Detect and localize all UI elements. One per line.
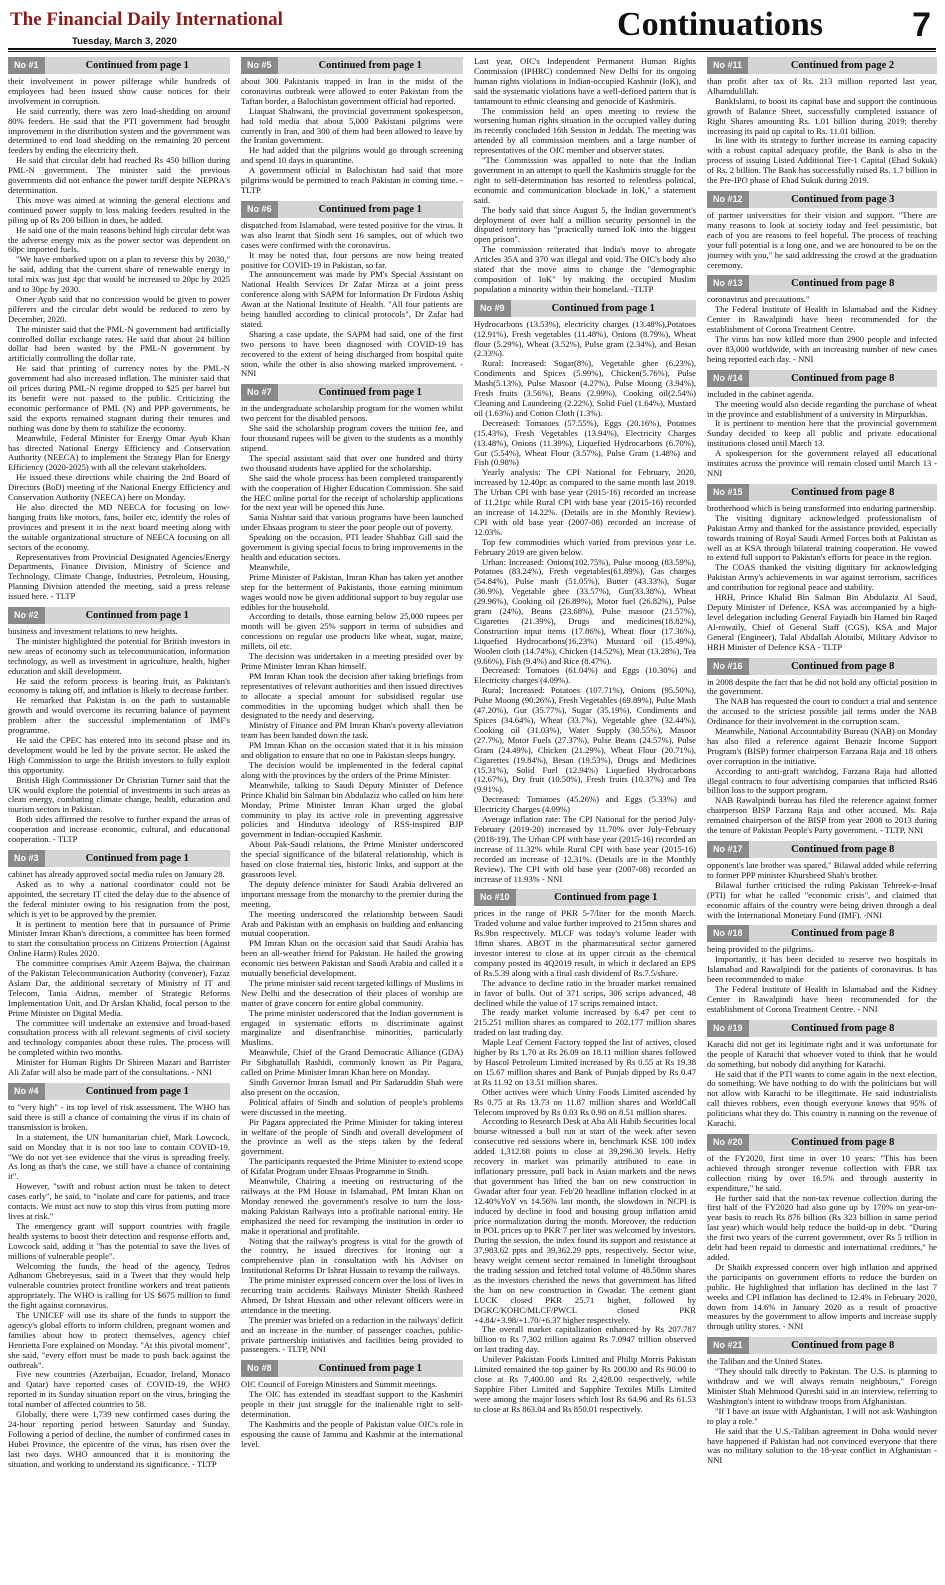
story-header bbox=[707, 1134, 937, 1151]
story-paragraph: The advance to decline ratio in the broader market remained in favor of bulls. Out of 371 scrips, 306 scrips advanced, 48 declined while the value of 17 scrips remained intact. bbox=[474, 977, 696, 1008]
story-paragraph: Globally, there were 1,739 new confirmed cases during the 24-hour reporting period between Saturday and Sunday. Following a period of decline, the number of confirmed cases in Hubei Province, the epicentre of the virus, has risen over the last two days. WHO announced that it is monitoring the situation, and working to understand its significance. - TLTP bbox=[8, 1409, 230, 1469]
story-number: No #2 bbox=[8, 607, 45, 624]
story-paragraph: Decreased: Tomatoes (61.04%) and Eggs (10.30%) and Electricity charges (4.09%). bbox=[474, 665, 696, 686]
story-paragraph: Meanwhile, Chief of the Grand Democratic Alliance (GDA) Pir Sibghatullah Rashidi, commonly known as Pir Pagara, called on Prime Minister Imran Khan here on Monday. bbox=[241, 1047, 463, 1078]
story-paragraph: The announcement was made by PM's Special Assistant on National Health Services Dr Zafar Mirza at a joint press conference along with SAPM for Information Dr Firdous Ashiq Awan at the National Institute of Health. "All four patients are being handled according to clinical protocols", Dr Zafar had stated. bbox=[241, 269, 463, 329]
story-continuation-label: Continued from page 8 bbox=[791, 1136, 895, 1148]
story-no13 bbox=[707, 275, 937, 364]
story-continuation-label: Continued from page 1 bbox=[85, 852, 189, 864]
story-paragraph: The committee comprises Amir Azeem Bajwa, the chairman of the Pakistan Telecommunication Authority (convener), Fazaz Aslam Dar, the additional secretary of Ministry of IT and Telecom, Tania Aidrus, member of Strategic Reforms Implementation Unit, and Dr Arslan Khalid, focal person to the Prime Minister on Digital Media. bbox=[8, 958, 230, 1018]
story-paragraph: It is pertinent to mention here that in pursuance of Prime Minister Imran Khan's directions, a committee has been formed to start the consultation process on Citizens Protection (Against Online Harm) Rules 2020. bbox=[8, 918, 230, 959]
story-no11 bbox=[707, 57, 937, 186]
story-paragraph: The decision would be implemented in the federal capital along with the provinces by the orders of the Prime Minister. bbox=[241, 760, 463, 780]
story-paragraph: PM Imran Khan on the occasion stated that it is his mission and obligation to ensure that no one in Pakistan sleeps hungry. bbox=[241, 740, 463, 761]
story-paragraph: He issued these directions while chairing the 2nd Board of Directors (BoD) meeting of the National Energy Efficiency and Conservation Authority (NEECA) here on Monday. bbox=[8, 472, 230, 503]
story-header bbox=[707, 370, 937, 387]
story-body bbox=[241, 1380, 463, 1449]
story-paragraph: in 2008 despite the fact that he did not hold any official position in the government. bbox=[707, 676, 937, 697]
story-no6 bbox=[241, 201, 463, 380]
masthead-rule-thin bbox=[8, 51, 936, 52]
story-paragraph: The OIC has extended its steadfast support to the Kashmiri people in their just struggle for the inalienable right to self-determination. bbox=[241, 1389, 463, 1420]
story-number: No #6 bbox=[241, 201, 278, 218]
story-body bbox=[8, 77, 230, 602]
story-paragraph: Prime Minister of Pakistan, Imran Khan has taken yet another step for the betterment of Pakistanis, those earning minimum wages would now be given additional support to buy regular use edibles for the household. bbox=[241, 571, 463, 612]
story-paragraph: Importantly, it has been decided to reserve two hospitals in Islamabad and Rawalpindi for the patients of coronavirus. It has been recommended to make bbox=[707, 954, 937, 985]
story-paragraph: He had added that the pilgrims would go through screening and spend 10 days in quarantine. bbox=[241, 145, 463, 166]
story-no17 bbox=[707, 841, 937, 920]
story-paragraph: It may be noted that, four persons are now being treated positive for COVID-19 in Pakistan, so far. bbox=[241, 249, 463, 270]
story-header bbox=[707, 1337, 937, 1354]
story-paragraph: Unilever Pakistan Foods Limited and Philip Morris Pakistan Limited remained the top gainer by Rs 200.00 and Rs 90.00 to close at Rs 7,400.00 and Rs 2,428.00 respectively, while Sapphire Fiber Limited and Sapphire Textiles Mills Limited were among the major losers which lost Rs 64.96 and Rs 61.53 to close at Rs 863.04 and Rs 850.01 respectively. bbox=[474, 1354, 696, 1414]
story-header bbox=[707, 275, 937, 292]
story-paragraph: The Federal Institute of Health in Islamabad and the Kidney Center in Rawalpindi have been recommended for the establishment of Corona Treatment Centre. - NNI bbox=[707, 984, 937, 1014]
story-paragraph: "We have embarked upon on a plan to reverse this by 2030," he said, adding that the current share of renewable energy in total mix was just 4pc that would be increased to 20pc by 2025 and to 30pc by 2030. bbox=[8, 254, 230, 295]
story-body bbox=[241, 221, 463, 380]
story-continuation-label: Continued from page 1 bbox=[85, 610, 189, 622]
story-no18 bbox=[707, 925, 937, 1014]
page-number: 7 bbox=[912, 6, 931, 44]
story-continuation-label: Continued from page 8 bbox=[791, 660, 895, 672]
story-body bbox=[707, 1040, 937, 1129]
story-header bbox=[707, 191, 937, 208]
story-paragraph: A government official in Balochistan had said that more pilgrims would be permitted to reach Pakistan in coming time. - TLTP bbox=[241, 165, 463, 195]
story-no14 bbox=[707, 370, 937, 479]
column-4 bbox=[707, 57, 937, 1581]
story-paragraph: A spokesperson for the government relayed all educational institutes across the province will remain closed until March 13 - NNI bbox=[707, 448, 937, 478]
story-paragraph: The visiting dignitary acknowledged professionalism of Pakistan Army and thanked for the assistance provided, especially towards training of Royal Saudi Armed Forces both at Pakistan as well as at KSA through bilateral training cooperation. He vowed to extend full support to Pakistan's efforts for peace in the region. bbox=[707, 512, 937, 563]
story-paragraph: He further said that the non-tax revenue collection during the first half of the FY2020 had also gone up by 170% on year-on-year basis to reach Rs 876 billion (Rs 323 billion in same period last year) which would help reduce the build-up in debt. "During the first two years of the current government, over Rs 5 trillion in debt had been repaid to domestic and international creditors," he added. bbox=[707, 1192, 937, 1262]
story-no2 bbox=[8, 607, 230, 845]
story-paragraph: Rural: Increased: Potatoes (107.71%), Onions (95.50%), Pulse Moong (90.26%), Fresh Vegetables (69.89%), Pulse Mash (47.20%), Gur (35.77%), Sugar (35.19%), Condiments and Spices (34.64%), Wheat (33.7%), Vegetable ghee (32.44%), Cooking oil (31.03%), Water Supply (30.55%), Masoor (27.7%), Motor Fuels (27.37%), Pulse Beans (24.57%), Pulse Gram (24.49%), Chicken (21.29%), Wheat Flour (20.71%), Cigarettes (19.84%), Besan (19.53%), Drugs and Medicines (15.31%), Solid Fuel (12.94%) Liquefied Hydrocarbons (12.67%), Dry fruit (10.50%), Fresh fruits (10.37%) and Tea (9.91%). bbox=[474, 685, 696, 795]
story-paragraph: She said the scholarship program covers the tuition fee, and four thousand rupees will be given to the students as a monthly stipend. bbox=[241, 423, 463, 453]
story-continuation-label: Continued from page 8 bbox=[791, 928, 895, 940]
story-paragraph: The commission held an open meeting to review the worsening human rights situation in the occupied valley during its recently concluded 16th Session in Jeddah. The meeting was attended by all commission members and a large number of representatives of the OIC member and observer states. bbox=[474, 105, 696, 156]
story-paragraph: He said that the U.S.-Taliban agreement in Doha would never have happened if Pakistan had not convinced everyone that there was no military solution to the 18-year conflict in Afghanistan - NNI bbox=[707, 1425, 937, 1466]
story-paragraph: In a statement, the UN humanitarian chief, Mark Lowcock, said on Monday that it is not too late to contain COVID-19. "We do not yet see evidence that the virus is spreading freely. As long as that's the case, we still have a chance of containing it". bbox=[8, 1131, 230, 1182]
story-paragraph: He said the CPEC has entered into its second phase and its development would be led by the private sector. He asked the High Commission to urge the British investors to fully exploit this opportunity. bbox=[8, 735, 230, 775]
story-continuation-label: Continued from page 1 bbox=[551, 302, 655, 314]
story-body bbox=[707, 390, 937, 479]
story-paragraph: This move was aimed at winning the general elections and continued power supply to loss making feeders resulted in the piling up of Rs 200 billion in dues, he added. bbox=[8, 194, 230, 225]
story-paragraph: to "very high" - its top level of risk assessment. The WHO has said there is still a chance of containing the virus if its chain of transmission is broken. bbox=[8, 1102, 230, 1132]
story-paragraph: Decreased: Tomatoes (57.55%), Eggs (20.16%), Potatoes (15.43%), Fresh Vegetables (13.94%), Electricity Charges (13.48%), Onions (11.39%), Liquefied Hydrocarbons (6.70%), Gur (5.54%), Wheat Flour (3.57%), Pulse Gram (1.48%) and Fish (0.98%) bbox=[474, 417, 696, 468]
story-number: No #19 bbox=[707, 1020, 749, 1037]
story-paragraph: Top few commodities which varied from previous year i.e. February 2019 are given below. bbox=[474, 536, 696, 557]
story-no12 bbox=[707, 191, 937, 270]
story-paragraph: PM Imran Khan took the decision after taking briefings from representatives of relevant authorities and then issued directives to allocate a special amount for subsidised regular use commodities in the upcoming budget which shall then be designated to the needy and deserving. bbox=[241, 670, 463, 721]
story-paragraph: The deputy defence minister for Saudi Arabia delivered an important message from the monarchy to the premier during the meeting. bbox=[241, 878, 463, 909]
story-paragraph: In line with its strategy to further increase its earning capacity with a robust capital adequacy profile, the Bank is also in the process of issuing Listed Additional Tier-1 Capital (Ehad Sukuk) of Rs. 2 billion. The Bank has successfully raised Rs. 1.7 billion in the Pre-IPO phase of Ehad Sukuk during 2019. bbox=[707, 135, 937, 186]
story-paragraph: Average inflation rate: The CPI National for the period July-February (2019-20) increased by 11.70% over July-February (2018-19). The Urban CPI with base year (2015-16) recorded an increase of 11.32% while Rural CPI with base year (2015-16) recorded an increase of 12.31%. (Details are in the Monthly Review). The CPI with old base year (2007-08) recorded an increase of 11.93% - NNI bbox=[474, 814, 696, 884]
story-header bbox=[474, 889, 696, 906]
story-paragraph: brotherhood which is being transformed into enduring partnership. bbox=[707, 502, 937, 513]
story-body bbox=[474, 909, 696, 1414]
story-paragraph: The virus has now killed more than 2900 people and infected over 83,000 worldwide, with an increasing number of new cases being reported each day. - NNI bbox=[707, 334, 937, 364]
story-header bbox=[241, 1360, 463, 1377]
story-continuation-label: Continued from page 1 bbox=[318, 203, 422, 215]
column-1 bbox=[8, 57, 230, 1581]
story-paragraph: The overall market capitalization enhanced by Rs 207.787 billion to Rs 7,302 trillion against Rs 7.0947 trillion observed on last trading day. bbox=[474, 1324, 696, 1355]
story-paragraph: The premier was briefed on a reduction in the railways' deficit and an increase in the number of passenger coaches, public-private partnership initiatives and facilities being provided to passengers. - TLTP, NNI bbox=[241, 1314, 463, 1355]
story-body bbox=[8, 870, 230, 1078]
story-number: No #11 bbox=[707, 57, 748, 74]
story-no1 bbox=[8, 57, 230, 602]
story-paragraph: Meanwhile, National Accountability Bureau (NAB) on Monday has also filed a reference against Benazir Income Support Program's (BISP) former chairperson Farzana Raja and 18 others over corruption in the initiative. bbox=[707, 726, 937, 766]
story-paragraph: The minister said that the PML-N government had artificially controlled dollar exchange rates. He said that about 24 billion dollar had been wasted by the PML-N government by artificially controlling the dollar rate. bbox=[8, 323, 230, 364]
story-paragraph: According to Research Desk at Aba Ali Habib Securities local bourse witnessed a bull run at start of the week after seven consecutive red sessions where in, benchmark KSE 100 index added 1,312.68 points to close at 39,296.30 levels. Hefty recovery in market was primarily attributed to ease in inflationary pressure, pull back in Asian markets and the news that government has lifted the ban on new construction in Gwadar after four year. Feb'20 headline inflation clocked in at 12.40%YoY vs 14.56% last month, the slowdown in NCPI is induced by decline in food and housing group inflation amid price normalization during the month. Moreover, the reduction in POL prices up to PKR 7 per liter was welcomed by investors. During the session, the index found its support and resistance at 37,983.62 ppts and 39,362.29 ppts, respectively. Sector wise, heavy weight cement sector remained in limelight throughout the trading session and fetched total volume of 48.50mn shares as the investors cherished the news that government has lifted the ban on new construction in Gwadar. The cement giant LUCK closed PKR 25.71 higher, followed by DGKC/KOHC/MLCF/PWCL closed PKR +4.84/+3.98/+1.70/+6.37 higher respectively. bbox=[474, 1116, 696, 1325]
story-header bbox=[707, 57, 937, 74]
story-no7 bbox=[241, 384, 463, 1355]
story-number: No #1 bbox=[8, 57, 45, 74]
story-paragraph: Meanwhile, Federal Minister for Energy Omar Ayub Khan has directed National Energy Efficiency and Conservation Authority (NEECA) to implement the Strategy Plan for Energy Efficiency (2020-2025) with all the relevant stakeholders. bbox=[8, 432, 230, 473]
story-paragraph: He remarked that Pakistan is on the path to sustainable growth and would overcome its recurring balance of payment problem after the successful implementation of IMF's programme. bbox=[8, 695, 230, 736]
story-continuation-label: Continued from page 8 bbox=[791, 844, 895, 855]
story-paragraph: Welcoming the funds, the head of the agency, Tedros Adhanom Ghebreyesus, said in a Tweet that they would help vulnerable countries protect frontline workers and treat patients appropriately. The WHO is calling for US $675 million to fund the fight against coronavirus. bbox=[8, 1260, 230, 1311]
story-paragraph: Last year, OIC's Independent Permanent Human Rights Commission (IPHRC) condemned New Delhi for its ongoing human rights violations in Indian-occupied Kashmir (IoK), and said the systematic violations have a well-defined pattern that is tantamount to ethnic cleansing and genocide of Kashmiris. bbox=[474, 57, 696, 106]
story-continuation-label: Continued from page 8 bbox=[791, 486, 895, 498]
story-number: No #8 bbox=[241, 1360, 278, 1377]
story-body bbox=[241, 404, 463, 1355]
story-paragraph: The COAS thanked the visiting dignitary for acknowledging Pakistan Army's achievements in war against terrorism, sacrifices and contribution for regional peace and stability. bbox=[707, 562, 937, 593]
story-paragraph: OIC Council of Foreign Ministers and Summit meetings. bbox=[241, 1379, 438, 1390]
story-header bbox=[707, 925, 937, 942]
story-continuation-label: Continued from page 1 bbox=[554, 892, 658, 904]
story-number: No #18 bbox=[707, 925, 749, 942]
issue-date: Tuesday, March 3, 2020 bbox=[72, 36, 177, 47]
story-paragraph: Sharing a case update, the SAPM had said, one of the first two persons to have been diagnosed with COVID-19 has recovered to the extent of being discharged from hospital quite soon, while the other is also showing marked improvement. - NNI bbox=[241, 328, 463, 379]
story-number: No #14 bbox=[707, 370, 749, 387]
story-paragraph: Meanwhile, Chairing a meeting on restructuring of the railways at the PM House in Islamabad, PM Imran Khan on Monday renewed the government's resolve to turn the loss-making Pakistan Railways into a profitable national entity. He emphasized the need for revamping the institution in order to make it operational and profitable. bbox=[241, 1176, 463, 1236]
story-body bbox=[707, 504, 937, 653]
story-number: No #20 bbox=[707, 1134, 749, 1151]
story-continuation-label: Continued from page 8 bbox=[791, 1340, 895, 1352]
story-continuation-label: Continued from page 3 bbox=[791, 193, 895, 205]
story-paragraph: being provided to the pilgrims. bbox=[707, 944, 814, 955]
story-continuation-label: Continued from page 1 bbox=[85, 60, 189, 71]
story-no21 bbox=[707, 1337, 937, 1466]
story-paragraph: The meeting underscored the relationship between Saudi Arab and Pakistan with an emphasis on building and enhancing mutual cooperation. bbox=[241, 908, 463, 939]
story-paragraph: coronavirus and precautions." bbox=[707, 294, 810, 305]
story-number: No #13 bbox=[707, 275, 749, 292]
story-paragraph: Bilawal further criticised the ruling Pakistan Tehreek-e-Insaf (PTI) for what he called "economic crisis", and claimed that economic affairs of the country were being driven through a deal with the International Monetary Fund (IMF). -NNI bbox=[707, 879, 937, 920]
story-continuation-label: Continued from page 2 bbox=[790, 60, 895, 71]
story-header bbox=[707, 841, 937, 858]
story-header bbox=[241, 384, 463, 401]
story-no15 bbox=[707, 484, 937, 653]
story-no4 bbox=[8, 1083, 230, 1470]
story-body bbox=[707, 861, 937, 920]
story-paragraph: cabinet has already approved social media rules on January 28. bbox=[8, 868, 225, 879]
story-no16 bbox=[707, 658, 937, 837]
story-paragraph: The commission reiterated that India's move to abrogate Articles 35A and 370 was illegal and void. The OIC's body also stated that the move aims to change the "demographic composition of IoK" by making the occupied Muslim population a minority within their homeland. -TLTP bbox=[474, 244, 696, 294]
story-paragraph: their involvement in power pilferage while hundreds of employees had been issued show cause notices for their involvement in corruption. bbox=[8, 76, 230, 106]
story-paragraph: According to anti-graft watchdog, Farzana Raja had allotted illegal contracts to four advertising companies that inflicted Rs46 billion loss to the support program. bbox=[707, 765, 937, 796]
story-continuation-label: Continued from page 8 bbox=[791, 1022, 895, 1034]
story-paragraph: Karachi did not get its legitimate right and it was unfortunate for the people of Karachi that whoever voted to think that he would do something, but nobody did anything for Karachi. bbox=[707, 1038, 937, 1069]
story-paragraph: "If I have an issue with Afghanistan, I will not ask Washington to play a role." bbox=[707, 1405, 937, 1426]
story-number: No #17 bbox=[707, 841, 749, 858]
story-paragraph: About Pak-Saudi relations, the Prime Minister underscored the special significance of the bilateral relationship, which is based on close fraternal ties, historic links, and support at the grassroots level. bbox=[241, 839, 463, 879]
story-paragraph: The Kashmiris and the people of Pakistan value OIC's role in espousing the cause of Jammu and Kashmir at the international level. bbox=[241, 1419, 463, 1449]
story-paragraph: He said the reform process is bearing fruit, as Pakistan's economy is taking off, and inflation is likely to decrease further. bbox=[8, 675, 230, 696]
story-paragraph: According to details, those earning below 25,000 rupees per month will be given 25% support in terms of subsidies and concessions on regular use products like wheat, sugar, maize, millets, oil etc. bbox=[241, 611, 463, 652]
story-header bbox=[241, 201, 463, 218]
story-paragraph: The decision was undertaken in a meeting presided over by Prime Minister Imran Khan himself. bbox=[241, 651, 463, 671]
story-continuation-label: Continued from page 1 bbox=[318, 1363, 422, 1375]
column-3 bbox=[474, 57, 696, 1581]
story-paragraph: Meanwhile, talking to Saudi Deputy Minister of Defence Prince Khalid bin Salman bin Abdulaziz who called on him here Monday, Prime Minister Imran Khan urged the global community to play its active role in preventing aggressive policies and Hindutva ideology of RSS-inspired BJP government in Indian-occupied Kashmir. bbox=[241, 779, 463, 840]
story-paragraph: She said the whole process has been completed transparently with the cooperation of Higher Education Commission. She said the HEC online portal for the receipt of scholarship applications for the next year will be opened this June. bbox=[241, 472, 463, 513]
story-paragraph: HRH, Prince Khalid Bin Salman Bin Abdulaziz Al Saud, Deputy Minister of Defence, KSA was accompanied by a high-level delegation including General Fayiadh bin Hamed bin Raqed Al-rowaily, Chief of General Staff (CGS), KSA and Major General (Engineer), Talal Abdallah Alotaibi, Military Advisor to HRH Minister of Defence KSA - TLTP bbox=[707, 592, 937, 652]
story-paragraph: The participants requested the Prime Minister to extend scope of Kifalat Program under Ehsaas Programme in Sindh. bbox=[241, 1156, 463, 1177]
story-number: No #21 bbox=[707, 1337, 749, 1354]
story-paragraph: Rural: Increased: Sugar(8%), Vegetable ghee (6.23%), Condiments and Spices (5.99%), Chicken(5.76%), Pulse Mash(5.13%), Pulse Masoor (4.27%), Pulse Moong (3.94%), Fresh fruits (3.56%), Beans (2.99%), Cooking oil(2.54%) Cleaning and Laundering (2.22%), Solid Fuel (1.64%), Mustard oil (1.63%) and Cotton Cloth (1.3%). bbox=[474, 358, 696, 418]
story-no9 bbox=[474, 300, 696, 885]
column-2 bbox=[241, 57, 463, 1581]
story-paragraph: Maple Leaf Cement Factory topped the list of actives, closed higher by Rs 1.70 at Rs 26.09 on 18.11 million shares followed by Hascol Petroleum Limited increased by Rs 0.55 at Rs 19.38 on 15.67 million shares and Bank of Punjab dipped by Rs 0.47 at Rs 11.92 on 13.51 million shares. bbox=[474, 1037, 696, 1087]
story-body bbox=[8, 627, 230, 845]
story-number: No #16 bbox=[707, 658, 749, 675]
story-paragraph: The prime minister underscored that the Indian government is engaged in systematic efforts to discriminate against marginalize and disenfranchise minorities, particularly Muslims. bbox=[241, 1007, 463, 1048]
section-title: Continuations bbox=[617, 6, 823, 43]
story-paragraph: He also directed the MD NEECA for focusing on low-hanging fruits like motors, fans, boiler etc, identify the roles of provinces and present it in the next board meeting along with the suitable organizational structure of NEECA focusing on all sectors of the economy. bbox=[8, 501, 230, 552]
story-paragraph: Five new countries (Azerbaijan, Ecuador, Ireland, Monaco and Qatar) have reported cases of COVID-19, the WHO reported in its Sunday situation report on the virus, bringing the total number of affected countries to 58. bbox=[8, 1369, 230, 1410]
story-body bbox=[707, 211, 937, 270]
story-header bbox=[241, 57, 463, 74]
story-number: No #10 bbox=[474, 889, 516, 906]
story-header bbox=[707, 484, 937, 501]
story-paragraph: in the undergraduate scholarship program for the women whilst two percent for the disabled persons. bbox=[241, 403, 463, 424]
story-paragraph: Other actives were which Unity Foods Limited ascended by Rs 0.75 at Rs 13.73 on 11.87 million shares and WorldCall Telecom improved by Rs 0.03 Rs 0.98 on 8.51 million shares. bbox=[474, 1086, 696, 1117]
story-paragraph: The NAB has requested the court to conduct a trial and sentence the accused to the strictest possible jail terms under the NAB Ordinance for their involvement in the corruption scam. bbox=[707, 696, 937, 727]
story-paragraph: The minister highlighted the potential for British investors in new areas of economy such as telecommunication, information technology, as well as investment in agriculture, health, higher education and skill development. bbox=[8, 635, 230, 676]
story-number: No #9 bbox=[474, 300, 511, 317]
story-paragraph: PM Imran Khan on the occasion said that Saudi Arabia has been an all-weather friend for Pakistan. He hailed the growing economic ties between Pakistan and Saudi Arabia and called it a mutually beneficial development. bbox=[241, 938, 463, 979]
story-body bbox=[707, 1154, 937, 1332]
story-paragraph: "The Commission was appalled to note that the Indian government in an attempt to quell the Kashmiris struggle for the right to self-determination has resorted to relentless political, economic and communication blockade in IoK," a statement said. bbox=[474, 155, 696, 205]
story-paragraph: The ready market volume increased by 6.47 per cent to 215.251 million shares as compared to 202.177 million shares traded on last trading day. bbox=[474, 1007, 696, 1038]
story-continuation-label: Continued from page 1 bbox=[318, 387, 422, 399]
story-header bbox=[707, 1020, 937, 1037]
story-paragraph: He said that if the PTI wants to come again in the next election, do something. We have nothing to do with the politicians but will not allow with Karachi to be illegitimate. He said industrialists call thieves robbers, even though everyone knows that 95% of politicians what they do. This country is running on the revenue of Karachi. bbox=[707, 1068, 937, 1129]
story-paragraph: dispatched from Islamabad, were tested positive for the virus. It was also learnt that Sindh sent 16 samples, out of which two cases were confirmed with the coronavirus. bbox=[241, 219, 463, 250]
story-body bbox=[707, 945, 937, 1014]
story-paragraph: Hydrocarbons (13.53%), electricity charges (13.48%),Potatoes (12.91%), Fresh vegetables (11.48%), Onions (8.79%), Wheat flour (5.29%), Wheat (3.52%), Pulse gram (2.34%), and Besan (2.33%). bbox=[474, 318, 696, 359]
story-number: No #5 bbox=[241, 57, 278, 74]
story-paragraph: He said currently, there was zero load-shedding on around 80% feeders. He said that the PTI government had brought improvement in the distribution system and the government was determined to end load shedding on the remaining 20 percent feeders by ending the electricity theft. bbox=[8, 105, 230, 156]
story-paragraph: The emergency grant will support countries with fragile health systems to boost their detection and response efforts and, Lowcock said, adding it "has the potential to save the lives of millions of vulnerable people". bbox=[8, 1220, 230, 1261]
story-body bbox=[707, 1357, 937, 1466]
story-body bbox=[707, 295, 937, 364]
story-number: No #15 bbox=[707, 484, 749, 501]
story-paragraph: The committee will undertake an extensive and broad-based consultation process with all relevant segments of civil society and technology companies about these rules. The process will be completed within two months. bbox=[8, 1017, 230, 1058]
story-paragraph: Minister for Human Rights Dr Shireen Mazari and Barrister Ali Zafar will also be made part of the consultations. - NNI bbox=[8, 1057, 230, 1078]
story-no20 bbox=[707, 1134, 937, 1332]
story-number: No #7 bbox=[241, 384, 278, 401]
story-header bbox=[8, 850, 230, 867]
story-paragraph: Political affairs of Sindh and solution of people's problems were discussed in the meeting. bbox=[241, 1096, 463, 1117]
story-number: No #12 bbox=[707, 191, 749, 208]
story-no3 bbox=[8, 850, 230, 1078]
story-no10 bbox=[474, 889, 696, 1414]
story-paragraph: Both sides affirmed the resolve to further expand the areas of cooperation and increase economic, cultural, and educational cooperation. - TLTP bbox=[8, 814, 230, 845]
story-paragraph: Urban: Increased: Onions(102.75%), Pulse moong (83.59%), Potatoes (83.24%), Fresh vegetables(61.89%), Gas charges (54.84%), Pulse mash (51.05%), Butter (43.33%), Sugar (36.9%), Vegetable ghee (33.57%), Gur(33.38%), Wheat (29.96%), Cooking oil (26.89%), Motor fuel (26.82%), Pulse gram (24%), Beans (23.68%), Pulse masoor (21.57%), Cigarettes (21.39%), Drugs and medicines(18.82%), Construction input items (17.86%), Wheat flour (17.36%), Liquefied Hydrocarbons(16.23%) Mustard oil (15.49%), Woolen cloth (14.74%), Chicken (14.52%), Meat (13.28%), Tea (9.66%), Fish (9.4%) and Rice (8.47%). bbox=[474, 556, 696, 666]
story-paragraph: of partner universities for their vision and support. "There are many reasons to look at society today and feel pessimistic, but each of you are reasons to feel hopeful. The process of reaching your full potential is a long one, and we are honoured to be on the journey with you," he said addressing the crowd at the graduation ceremony. bbox=[707, 209, 937, 270]
story-body bbox=[241, 77, 463, 196]
story-no8 bbox=[241, 1360, 463, 1449]
story-paragraph: prices in the range of PKR 5-7/liter for the month March. Traded volume and value further improved to 215mn shares and Rs.9bn respectively. MLCF was today's volume leader with 18mn shares. ABOT in the pharmaceutical sector garnered investor interest to close at its upper circuit as the chemical company posted its 4Q2019 result, in which it declared an EPS of Rs.5.39 along with a final cash dividend of Rs.7.5/share. bbox=[474, 908, 696, 978]
story-paragraph: Noting that the railway's progress is vital for the growth of the country, he issued directives for ironing out a comprehensive plan in consultation with his Adviser on Institutional Reforms Dr Ishrat Hussain to revamp the railways. bbox=[241, 1235, 463, 1276]
story-paragraph: He said one of the main reasons behind high circular debt was the adverse energy mix as the power sector was dependent on 60pc imported fuels. bbox=[8, 224, 230, 255]
story-header bbox=[474, 300, 696, 317]
story-paragraph: Meanwhile, bbox=[249, 561, 290, 572]
story-paragraph: Representatives from Provincial Designated Agencies/Energy Departments, Finance Division, Ministry of Science and Technology, Climate Change, Industries, Petroleum, Housing, Planning Division attended the meeting, said a press release issued here. - TLTP bbox=[8, 551, 230, 602]
story-paragraph: Ministry of Finance and PM Imran Khan's poverty alleviation team has been handed down the task. bbox=[241, 720, 463, 741]
story-body bbox=[474, 320, 696, 885]
story-paragraph: NAB Rawalpindi bureau has filed the reference against former chairperson BISP Farzana Raja and other accused. Ms. Raja remained chairperson of the BISP from year 2008 to 2013 during the tenure of Pakistan People's Party government. - TLTP, NNI bbox=[707, 795, 937, 836]
story-paragraph: The UNICEF will use its share of the funds to support the agency's global efforts to inform children, pregnant women and families about how to protect themselves, agency chief Henrietta Fore explained on Monday. "At this pivotal moment", she said, "every effort must be made to push back against the outbreak". bbox=[8, 1310, 230, 1370]
story-paragraph: It is pertinent to mention here that the provincial government Sunday decided to keep all public and private educational institutions closed until March 13. bbox=[707, 418, 937, 449]
masthead-rule bbox=[8, 48, 936, 50]
story-no5 bbox=[241, 57, 463, 196]
story-paragraph: about 300 Pakistanis trapped in Iran in the midst of the coronavirus outbreak were allowed to enter Pakistan from the Taftan border, a Balochistan government official had reported. bbox=[241, 76, 463, 106]
story-no19 bbox=[707, 1020, 937, 1129]
story-paragraph: Sania Nishtar said that various programs have been launched under Ehsaas program to steer the poor people out of poverty. bbox=[241, 512, 463, 533]
story-continuation-label: Continued from page 8 bbox=[791, 278, 895, 290]
story-paragraph: Pir Pagara appreciated the Prime Minister for taking interest in welfare of the people of Sindh and overall development of the province as well as the steps taken by the federal government. bbox=[241, 1116, 463, 1157]
story-paragraph: than profit after tax of Rs. 213 million reported last year, Alhamdulillah. bbox=[707, 76, 937, 96]
story-number: No #4 bbox=[8, 1083, 45, 1100]
story-paragraph: "They should talk directly to Pakistan. The U.S. is planning to withdraw and we will always remain neighbours," Foreign Minister Shah Mehmood Qureshi said in an interview, referring to Washington's intent to withdraw troops from Afghanistan. bbox=[707, 1366, 937, 1406]
story-paragraph: The body said that since August 5, the Indian government's deployment of over half a million security personnel in the disputed territory has "practically turned IoK into the biggest open prison". bbox=[474, 204, 696, 245]
story-no8 bbox=[474, 57, 696, 295]
story-header bbox=[707, 658, 937, 675]
story-paragraph: Liaquat Shahwani, the provincial government spokesperson, had told media that about 5,000 Pakistani pilgrims were currently in Iran, and 300 of them had been allowed to leave by the Iranian government. bbox=[241, 105, 463, 146]
story-paragraph: The prime minister expressed concern over the loss of lives in recurring train accidents. Railways Minister Sheikh Rasheed Ahmed, Dr Ishrat Hussain and other relevant officers were in attendance in the meeting. bbox=[241, 1275, 463, 1315]
story-paragraph: British High Commissioner Dr Christian Turner said that the UK would explore the potential of investments in such areas as clean energy, combating climate change, health, education and tourism sectors in Pakistan. bbox=[8, 774, 230, 815]
story-paragraph: of the FY2020, first time in over 10 years: "This has been achieved through stronger revenue collection with FBR tax collection rising by over 16.5% and through austerity in expenditure," he said. bbox=[707, 1152, 937, 1193]
newspaper-name: The Financial Daily International bbox=[10, 9, 283, 30]
story-header bbox=[8, 57, 230, 74]
story-body bbox=[707, 678, 937, 837]
story-paragraph: included in the cabinet agenda. bbox=[707, 388, 814, 399]
story-body bbox=[707, 77, 937, 186]
story-paragraph: business and investment relations to new heights. bbox=[8, 626, 178, 637]
story-body bbox=[474, 57, 696, 295]
story-paragraph: However, "swift and robust action must be taken to detect cases early", he said, to "isolate and care for patients, and trace contacts. We must act now to stop this virus from putting more lives at risk." bbox=[8, 1181, 230, 1221]
story-paragraph: He said that printing of currency notes by the PML-N government had also increased inflation. The minister said that oil prices during PML-N regime dropped to $25 per barrel but its benefit were not passed to the public. Criticizing the economic performance of PML (N) and PPP governments, he said the exports remained stagnant during their tenures and nothing was done by them to stabilize the economy. bbox=[8, 363, 230, 433]
story-paragraph: He said that circular debt had reached Rs 450 billion during PML-N government. The minister said the previous governments did not enhance the power tariff despite NEPRA's determination. bbox=[8, 155, 230, 195]
story-paragraph: Speaking on the occasion, PTI leader Shahbaz Gill said the government is giving special focus to bring improvements in the health and education sectors. bbox=[241, 532, 463, 562]
story-continuation-label: Continued from page 1 bbox=[318, 60, 422, 71]
story-continuation-label: Continued from page 1 bbox=[85, 1086, 189, 1097]
story-paragraph: The prime minister said recent targeted killings of Muslims in New Delhi and the desecration of their places of worship are matter of grave concern for entire global community. bbox=[241, 977, 463, 1008]
story-paragraph: the Taliban and the United States. bbox=[707, 1356, 823, 1367]
story-paragraph: Omer Ayub said that no concession would be given to power pilferers and the circular debt would be reduced to zero by December, 2020. bbox=[8, 293, 230, 324]
story-paragraph: Decreased: Tomatoes (45.26%) and Eggs (5.33%) and Electricity Charges (4.09%) bbox=[474, 794, 696, 815]
story-paragraph: Asked as to why a national coordinator could not be appointed, the secretary IT cited the delay due to the absence of the federal minister owing to his resignation from the post, which is yet to be approved by the premier. bbox=[8, 878, 230, 919]
story-body bbox=[8, 1103, 230, 1470]
story-paragraph: BankIslami, to boost its capital base and support the continuous growth of Balance Sheet, successfully completed issuance of Right Shares amounting Rs. 1.01 billion during 2019; thereby increasing its paid up capital to Rs. 11.01 billion. bbox=[707, 95, 937, 136]
story-header bbox=[8, 607, 230, 624]
story-paragraph: opponent's late brother was spared," Bilawal added while referring to former PPP minister Khursheed Shah's brother. bbox=[707, 860, 937, 880]
story-number: No #3 bbox=[8, 850, 45, 867]
masthead bbox=[0, 0, 945, 52]
story-continuation-label: Continued from page 8 bbox=[791, 372, 895, 384]
story-paragraph: Sindh Governor Imran Ismail and Pir Sadaruddin Shah were also present on the occasion. bbox=[241, 1077, 463, 1097]
story-paragraph: Dr Shaikh expressed concern over high inflation and apprised the participants on government efforts to reduce the burden on public. He highlighted that inflation has declined in the last 7 weeks and CPI inflation has declined to 12.4% in February 2020, down from 14.6% in January 2020 as a result of proactive measures by the government to allow imports and increase supply through utility stores. - NNI bbox=[707, 1261, 937, 1332]
story-header bbox=[8, 1083, 230, 1100]
story-paragraph: The Federal Institute of Health in Islamabad and the Kidney Center in Rawalpindi have been recommended for the establishment of Corona Treatment Centre. bbox=[707, 304, 937, 335]
story-paragraph: The meeting would also decide regarding the purchase of wheat in the province and establishment of a university in Mirpurkhas. bbox=[707, 398, 937, 419]
story-paragraph: The special assistant said that over one hundred and thirty two thousand students have applied for the scholarship. bbox=[241, 452, 463, 473]
story-paragraph: Yearly analysis: The CPI National for February, 2020, increased by 12.40pc as compared to the same month last 2019. The Urban CPI with base year (2015-16) recorded an increase of 11.21pc while Rural CPI with base year (2015-16) recorded an increase of 14.22%. (Details are in the Monthly Review). CPI with old base year (2007-08) recorded an increase of 12.03%. bbox=[474, 467, 696, 537]
